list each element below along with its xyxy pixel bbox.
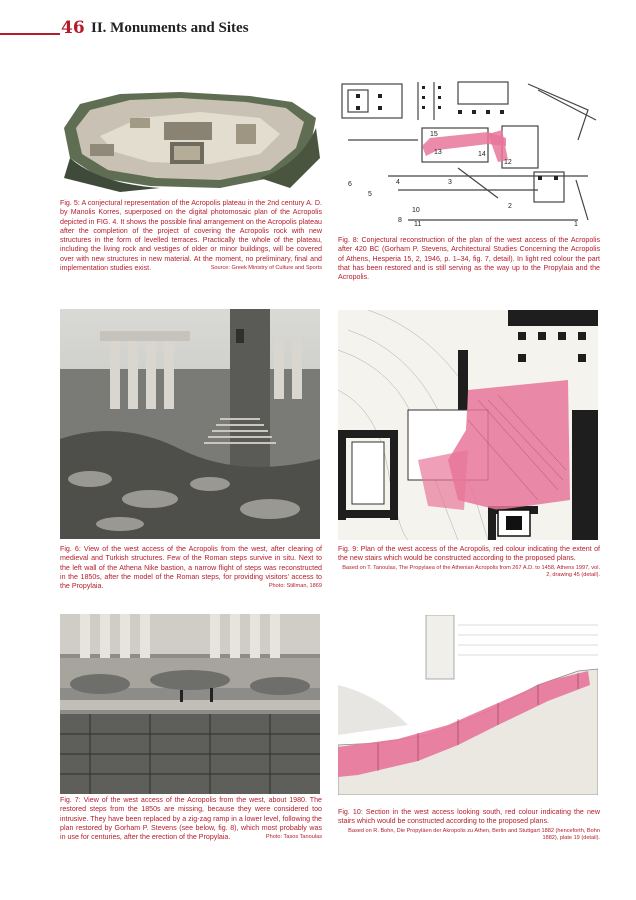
fig5-caption-text: Fig. 5: A conjectural representation of the Acropolis plateau in the 2nd century A. D. by Manolis Korres, superposed on the digital photomosaic plan of the Acropolis depicted in FIG. 4. It shows the possible final arrangement on the Acropolis plateau after the completion of the project of covering the Acropolis rock with new structures in the form of levelled terraces. Practically the whole of the plateau, including the living rock and vestiges of older or minor buildings, will be covered over with new structures in new material. At the moment, no preliminary, final and implementation studies exist. <box>60 199 322 273</box>
plan-label-10: 10 <box>412 207 420 214</box>
plan-label-14: 14 <box>478 151 486 158</box>
plan-label-6: 6 <box>348 181 352 188</box>
plan-label-5: 5 <box>368 191 372 198</box>
plan-label-15: 15 <box>430 131 438 138</box>
section-title: II. Monuments and Sites <box>91 20 249 36</box>
fig5-credit: Source: Greek Ministry of Culture and Sports <box>210 265 322 272</box>
plan-label-11: 11 <box>414 221 422 228</box>
plan-label-8: 8 <box>398 217 402 224</box>
plan-label-4: 4 <box>396 179 400 186</box>
fig7-credit: Photo: Tasos Tanoulas <box>265 834 322 841</box>
plan-label-12: 12 <box>504 159 512 166</box>
page-number: 46 <box>61 18 85 38</box>
fig8-caption: Fig. 8: Conjectural reconstruction of the plan of the west access of the Acropolis after 420 BC (Gorham P. Stevens, Architectural Studies Concerning the Acropolis of Athens, Hesperia 15, 2, 1946, p. 1–34, fig. 7, detail). In light red colour the part that has been restored and is still serving as the way up to the Propylaia and the Acropolis. <box>338 236 600 282</box>
fig7-caption <box>60 796 322 842</box>
fig7-photo <box>60 614 320 794</box>
plan-label-13: 13 <box>434 149 442 156</box>
fig8-plan-drawing <box>338 80 598 228</box>
fig5-caption <box>60 199 322 273</box>
fig6-caption-text: Fig. 6: View of the west access of the Acropolis from the west, after clearing of medieval and Turkish structures. Few of the Roman steps survive in situ. Next to the left wall of the Athena Nike bastion, a narrow flight of steps was reconstructed in the 1850s, after the model of the Roman steps, for providing visitors’ access to the Propylaia. <box>60 545 322 591</box>
fig7-caption-text: Fig. 7: View of the west access of the Acropolis from the west, about 1980. The restored steps from the 1850s are missing, because they were considered too intrusive. They have been replaced by a zig-zag ramp in a lower level, following the plan restored by Gorham P. Stevens (see below, fig. 8), which most probably was in use for centuries, after the erection of the Propylaia. <box>60 796 322 842</box>
fig9-credit: Based on T. Tanoulas, The Propylaea of the Athenian Acropolis from 267 A.D. to 1458, Athens 1997, vol. 2, drawing 45 (detail). <box>342 565 600 578</box>
fig10-caption: Fig. 10: Section in the west access looking south, red colour indicating the new stairs which would be constructed according to the proposed plans. <box>338 808 600 826</box>
fig9-caption: Fig. 9: Plan of the west access of the Acropolis, red colour indicating the extent of the new stairs which would be constructed according to the proposed plans. <box>338 545 600 563</box>
fig10-credit: Based on R. Bohn, Die Propyläen der Akropolis zu Athen, Berlin and Stuttgart 1882 (henceforth, Bohn 1882), plate 19 (detail). <box>348 828 600 841</box>
fig6-credit: Photo: Stillman, 1869 <box>268 583 322 590</box>
plan-label-3: 3 <box>448 179 452 186</box>
plan-label-1: 1 <box>574 221 578 228</box>
fig5-aerial-image <box>60 88 320 192</box>
fig6-caption <box>60 545 322 591</box>
fig6-photo <box>60 309 320 539</box>
fig10-section-drawing <box>338 615 598 795</box>
fig9-plan-drawing <box>338 310 598 540</box>
header-rule <box>0 33 60 35</box>
plan-label-2: 2 <box>508 203 512 210</box>
